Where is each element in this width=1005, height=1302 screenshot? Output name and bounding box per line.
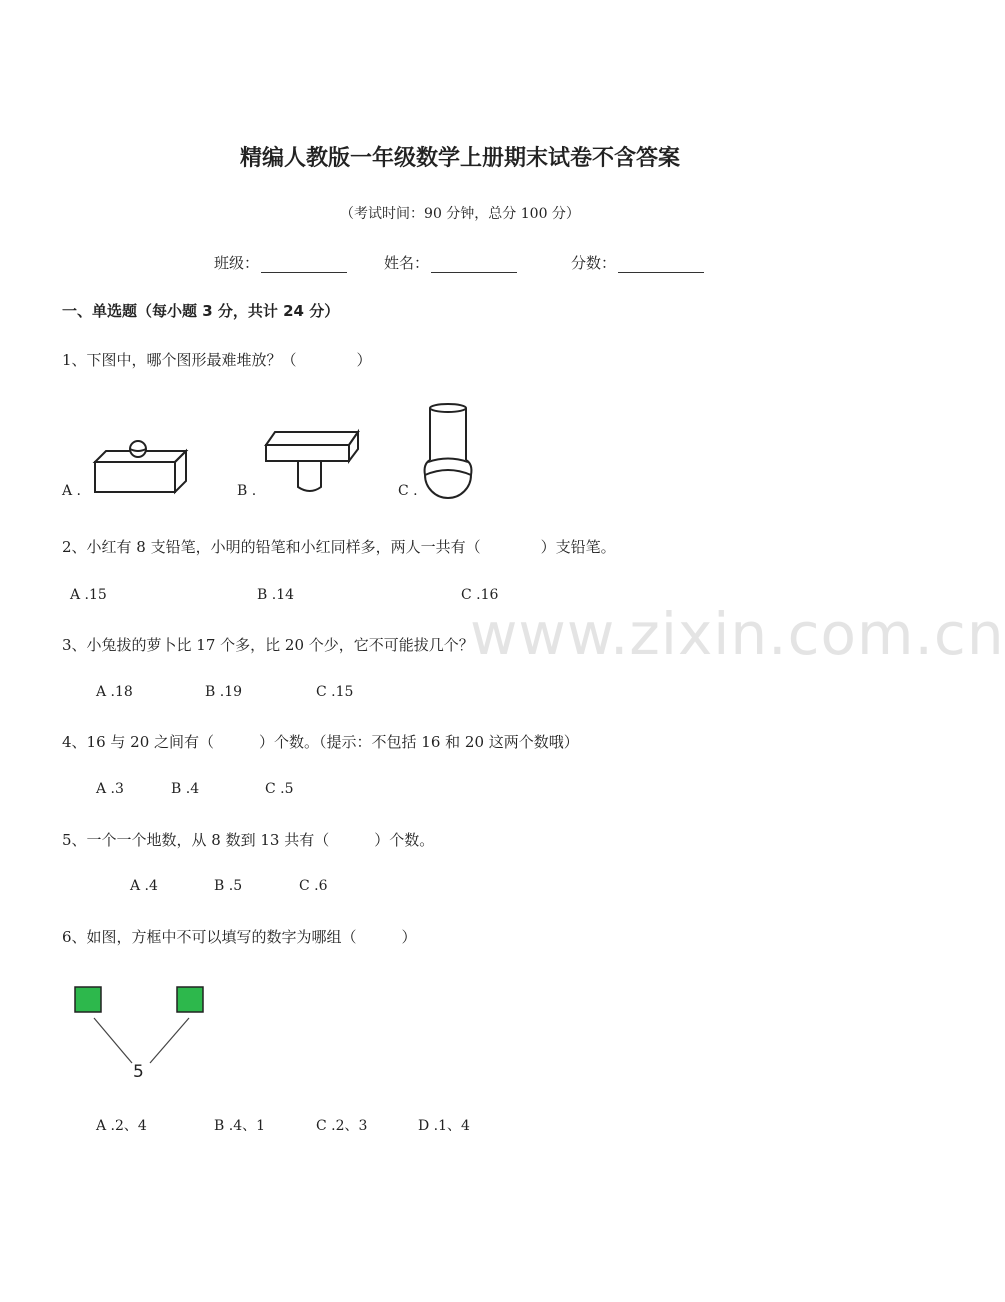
q6-option-b[interactable]: B .4、1 bbox=[214, 1118, 266, 1134]
exam-subtitle: （考试时间：90 分钟，总分 100 分） bbox=[340, 206, 580, 222]
q4-option-a[interactable]: A .3 bbox=[96, 781, 124, 797]
score-field[interactable] bbox=[571, 252, 704, 273]
score-blank[interactable] bbox=[618, 256, 704, 273]
name-blank[interactable] bbox=[431, 256, 517, 273]
class-label: 班级： bbox=[214, 254, 260, 272]
diagram-number: 5 bbox=[133, 1062, 144, 1082]
plank-on-cylinder-figure bbox=[263, 427, 363, 495]
q2-option-c[interactable]: C .16 bbox=[461, 587, 499, 603]
question-2: 2、小红有 8 支铅笔，小明的铅笔和小红同样多，两人一共有（ ）支铅笔。 bbox=[62, 538, 616, 556]
question-6: 6、如图，方框中不可以填写的数字为哪组（ ） bbox=[62, 928, 417, 946]
q2-option-a[interactable]: A .15 bbox=[70, 587, 107, 603]
q5-option-a[interactable]: A .4 bbox=[130, 878, 158, 894]
page-title: 精编人教版一年级数学上册期末试卷不含答案 bbox=[239, 146, 680, 171]
q5-option-b[interactable]: B .5 bbox=[214, 878, 243, 894]
q6-option-d[interactable]: D .1、4 bbox=[418, 1118, 470, 1134]
box-with-ball-figure bbox=[90, 438, 190, 496]
q6-option-c[interactable]: C .2、3 bbox=[316, 1118, 368, 1134]
q6-option-a[interactable]: A .2、4 bbox=[96, 1118, 147, 1134]
name-field[interactable] bbox=[384, 252, 517, 273]
name-label: 姓名： bbox=[384, 254, 430, 272]
q3-option-b[interactable]: B .19 bbox=[205, 684, 243, 700]
cylinder-on-ball-figure bbox=[420, 400, 476, 498]
section-heading: 一、单选题（每小题 3 分，共计 24 分） bbox=[62, 302, 340, 320]
question-3: 3、小兔拔的萝卜比 17 个多，比 20 个少，它不可能拔几个？ bbox=[62, 636, 474, 654]
q4-option-b[interactable]: B .4 bbox=[171, 781, 200, 797]
q1-option-b[interactable]: B . bbox=[237, 483, 257, 499]
number-split-diagram bbox=[72, 985, 212, 1083]
left-green-box bbox=[75, 987, 101, 1012]
right-green-box bbox=[177, 987, 203, 1012]
q3-option-a[interactable]: A .18 bbox=[96, 684, 133, 700]
question-5: 5、一个一个地数，从 8 数到 13 共有（ ）个数。 bbox=[62, 831, 435, 849]
q5-option-c[interactable]: C .6 bbox=[299, 878, 328, 894]
q3-option-c[interactable]: C .15 bbox=[316, 684, 354, 700]
question-1: 1、下图中，哪个图形最难堆放？（ ） bbox=[62, 351, 372, 369]
class-field[interactable] bbox=[214, 252, 347, 273]
watermark: www.zixin.com.cn bbox=[470, 600, 1005, 668]
question-4: 4、16 与 20 之间有（ ）个数。（提示：不包括 16 和 20 这两个数哦） bbox=[62, 733, 579, 751]
q2-option-b[interactable]: B .14 bbox=[257, 587, 295, 603]
q1-option-c[interactable]: C . bbox=[398, 483, 418, 499]
q4-option-c[interactable]: C .5 bbox=[265, 781, 294, 797]
score-label: 分数： bbox=[571, 254, 617, 272]
q1-option-a[interactable]: A . bbox=[62, 483, 82, 499]
class-blank[interactable] bbox=[261, 256, 347, 273]
